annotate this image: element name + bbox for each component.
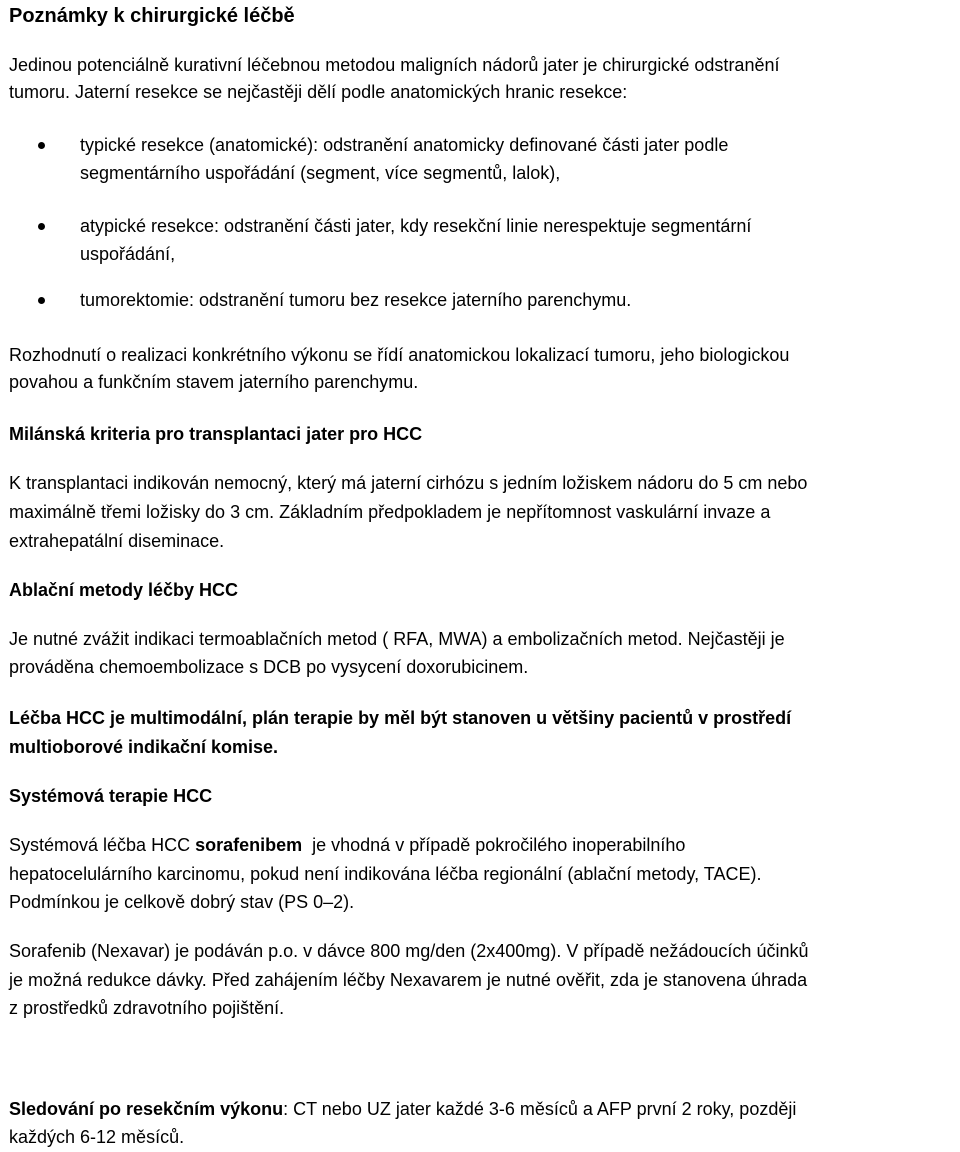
milan-line-3: extrahepatální diseminace.	[9, 531, 225, 551]
intro-line-1: Jedinou potenciálně kurativní léčebnou metodou maligních nádorů jater je chirurgické odstranění	[9, 55, 780, 75]
bullet-icon	[38, 223, 45, 230]
ablation-line-1: Je nutné zvážit indikaci termoablačních metod ( RFA, MWA) a embolizačních metod. Nejčastěji je	[9, 629, 785, 649]
milan-line-2: maximálně třemi ložisky do 3 cm. Základním předpokladem je nepřítomnost vaskulární invaze a	[9, 502, 771, 522]
list-item-line: segmentárního uspořádání (segment, více segmentů, lalok),	[80, 163, 561, 183]
list-item-line: tumorektomie: odstranění tumoru bez resekce jaterního parenchymu.	[80, 290, 632, 310]
ablation-line-2: prováděna chemoembolizace s DCB po vysycení doxorubicinem.	[9, 657, 529, 677]
followup-line-1	[9, 1094, 796, 1124]
page-title: Poznámky k chirurgické léčbě	[9, 5, 295, 27]
intro-line-2: tumoru. Jaterní resekce se nejčastěji dělí podle anatomických hranic resekce:	[9, 82, 628, 102]
systemic-p1-line-3: Podmínkou je celkově dobrý stav (PS 0–2).	[9, 892, 355, 912]
systemic-p2-line-2: je možná redukce dávky. Před zahájením léčby Nexavarem je nutné ověřit, zda je stanovena úhrada	[9, 970, 808, 990]
milan-line-1: K transplantaci indikován nemocný, který má jaterní cirhózu s jedním ložiskem nádoru do 5 cm nebo	[9, 473, 808, 493]
ablation-heading: Ablační metody léčby HCC	[9, 580, 239, 600]
bullet-icon	[38, 142, 45, 149]
systemic-p1-line-1	[9, 830, 685, 860]
milan-heading: Milánská kriteria pro transplantaci jater pro HCC	[9, 424, 423, 444]
decision-line-1: Rozhodnutí o realizaci konkrétního výkonu se řídí anatomickou lokalizací tumoru, jeho biologickou	[9, 345, 790, 365]
list-item-line: atypické resekce: odstranění části jater, kdy resekční linie nerespektuje segmentární	[80, 216, 752, 236]
sorafenib-term: sorafenibem	[195, 835, 303, 855]
systemic-p1-prefix: Systémová léčba HCC	[9, 835, 196, 855]
followup-line-2: každých 6-12 měsíců.	[9, 1127, 185, 1147]
multimodal-line-1: Léčba HCC je multimodální, plán terapie by měl být stanoven u většiny pacientů v prostředí	[9, 708, 792, 728]
bullet-icon	[38, 297, 45, 304]
list-item-line: uspořádání,	[80, 244, 176, 264]
systemic-p1-suffix: je vhodná v případě pokročilého inoperabilního	[302, 835, 686, 855]
systemic-heading: Systémová terapie HCC	[9, 786, 213, 806]
systemic-p1-line-2: hepatocelulárního karcinomu, pokud není indikována léčba regionální (ablační metody, TACE).	[9, 864, 762, 884]
followup-rest: : CT nebo UZ jater každé 3-6 měsíců a AFP první 2 roky, později	[283, 1099, 797, 1119]
followup-bold: Sledování po resekčním výkonu	[9, 1099, 284, 1119]
systemic-p2-line-3: z prostředků zdravotního pojištění.	[9, 998, 285, 1018]
multimodal-line-2: multioborové indikační komise.	[9, 737, 279, 757]
list-item-line: typické resekce (anatomické): odstranění anatomicky definované části jater podle	[80, 135, 729, 155]
systemic-p2-line-1: Sorafenib (Nexavar) je podáván p.o. v dávce 800 mg/den (2x400mg). V případě nežádoucích účinků	[9, 941, 809, 961]
decision-line-2: povahou a funkčním stavem jaterního parenchymu.	[9, 372, 419, 392]
